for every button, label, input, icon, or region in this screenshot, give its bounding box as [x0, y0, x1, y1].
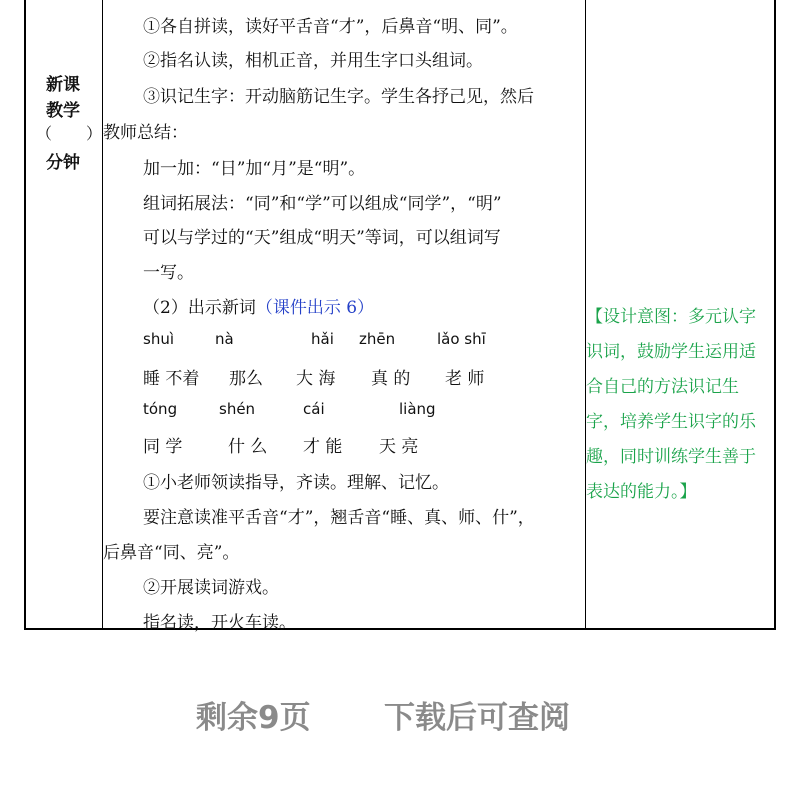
pinyin: tóng	[143, 400, 178, 418]
vocab-word: 睡 不着	[143, 369, 200, 389]
pinyin: nà	[215, 330, 234, 348]
text-line: 后鼻音“同、亮”。	[103, 543, 240, 563]
text-line: 要注意读准平舌音“才”，翘舌音“睡、真、师、什”，	[143, 508, 535, 528]
pinyin: cái	[303, 400, 325, 418]
pinyin: zhēn	[359, 330, 396, 348]
text-line: 教师总结：	[103, 123, 188, 143]
vocab-word: 什 么	[228, 437, 268, 457]
courseware-note: （课件出示 6）	[255, 298, 375, 318]
text-line: 可以与学过的“天”组成“明天”等词，可以组词写	[143, 228, 501, 248]
vocab-word: 才 能	[303, 437, 343, 457]
text-line: ①小老师领读指导，齐读。理解、记忆。	[143, 473, 449, 493]
pinyin: shén	[219, 400, 256, 418]
text-line: 一写。	[143, 263, 194, 283]
section-label-line: 分钟	[46, 153, 80, 173]
text-line: 组词拓展法：“同”和“学”可以组成“同学”，“明”	[143, 194, 502, 214]
design-intent-line: 趣，同时训练学生善于	[586, 447, 756, 467]
design-intent-line: 识词，鼓励学生运用适	[586, 342, 756, 362]
download-to-view-text[interactable]: 下载后可查阅	[384, 700, 570, 736]
remaining-pages-text[interactable]: 剩余9页	[196, 700, 311, 736]
main-content-cell	[103, 0, 585, 633]
subheading-text: （2）出示新词	[143, 298, 256, 318]
vocab-word: 那么	[229, 369, 263, 389]
vocab-word: 真 的	[371, 369, 411, 389]
text-line: ①各自拼读，读好平舌音“才”，后鼻音“明、同”。	[143, 17, 518, 37]
paren-open: （	[36, 124, 53, 143]
text-line: ③识记生字：开动脑筋记生字。学生各抒己见，然后	[143, 87, 534, 107]
vocab-word: 同 学	[143, 437, 183, 457]
section-label-cell	[24, 0, 102, 630]
pinyin: shuì	[143, 330, 174, 348]
design-intent-line: 表达的能力。】	[586, 482, 697, 502]
pinyin: lǎo shī	[437, 330, 486, 348]
pinyin: liàng	[399, 400, 436, 418]
text-line: 指名读，开火车读。	[143, 613, 296, 633]
vocab-word: 老 师	[445, 369, 485, 389]
vocab-word: 大 海	[296, 369, 336, 389]
design-intent-line: 合自己的方法识记生	[586, 377, 739, 397]
text-line: ②指名认读，相机正音，并用生字口头组词。	[143, 51, 483, 71]
pinyin: hǎi	[311, 330, 334, 348]
subheading-line	[143, 293, 374, 318]
design-intent-line: 【设计意图：多元认字	[586, 307, 756, 327]
design-intent-line: 字，培养学生识字的乐	[586, 412, 756, 432]
section-label-line: 新课	[46, 75, 80, 95]
paren-close: ）	[86, 124, 103, 143]
text-line: ②开展读词游戏。	[143, 578, 279, 598]
text-line: 加一加：“日”加“月”是“明”。	[143, 159, 366, 179]
section-label-line: 教学	[46, 101, 80, 121]
vocab-word: 天 亮	[379, 437, 419, 457]
